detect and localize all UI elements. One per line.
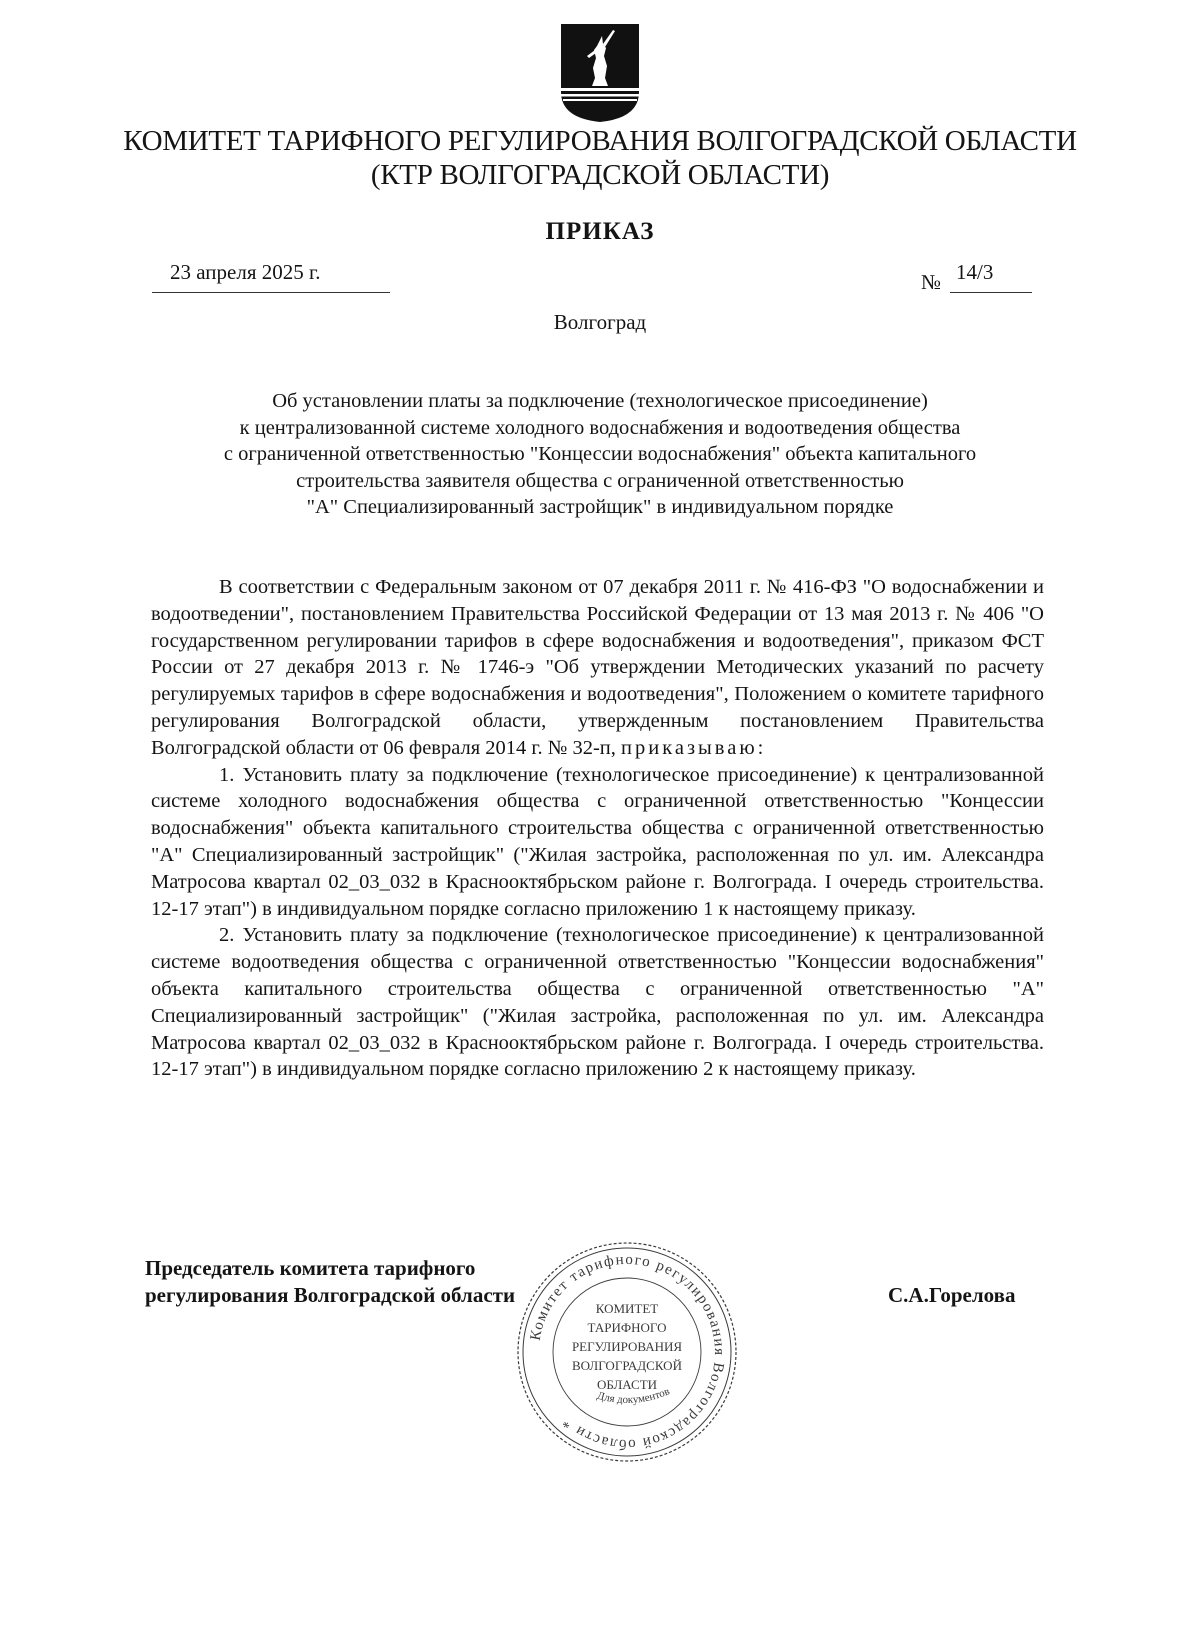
order-word: приказываю: bbox=[621, 736, 767, 759]
signer-position-line: регулирования Волгоградской области bbox=[145, 1283, 516, 1307]
document-number-label: № bbox=[921, 270, 942, 294]
subject-line: строительства заявителя общества с ограниченной ответственностью bbox=[296, 469, 904, 492]
document-date: 23 апреля 2025 г. bbox=[170, 260, 321, 284]
signer-position bbox=[145, 1255, 515, 1309]
document-city: Волгоград bbox=[553, 310, 647, 334]
svg-text:РЕГУЛИРОВАНИЯ: РЕГУЛИРОВАНИЯ bbox=[571, 1339, 683, 1354]
document-subject bbox=[130, 388, 1070, 521]
document-body bbox=[151, 574, 1044, 1083]
svg-text:ВОЛГОГРАДСКОЙ: ВОЛГОГРАДСКОЙ bbox=[572, 1358, 682, 1373]
order-item-1: 1. Установить плату за подключение (технологическое присоединение) к централизованной системе холодного водоснабжения общества с ограниченной ответственностью "Концессии водоснабжения" объекта капитального строительства общества с ограниченной ответственностью "А" Специализированный застройщик" ("Жилая застройка, расположенная по ул. им. Александра Матросова квартал 02_03_032 в Краснооктябрьском районе г. Волгограда. I очередь строительства. 12-17 этап") в индивидуальном порядке согласно приложению 1 к настоящему приказу. bbox=[151, 763, 1044, 920]
organization-short-name: (КТР ВОЛГОГРАДСКОЙ ОБЛАСТИ) bbox=[370, 159, 830, 191]
svg-text:ОБЛАСТИ: ОБЛАСТИ bbox=[596, 1377, 658, 1392]
subject-line: Об установлении платы за подключение (технологическое присоединение) bbox=[272, 390, 928, 412]
svg-text:Комитет тарифного регулировани: Комитет тарифного регулирования Волгоградской области * bbox=[527, 1251, 728, 1453]
document-type: ПРИКАЗ bbox=[545, 218, 655, 245]
svg-text:Для документов: Для документов bbox=[595, 1385, 672, 1407]
official-stamp bbox=[514, 1239, 740, 1465]
preamble-paragraph bbox=[151, 574, 1044, 762]
signer-name: С.А.Горелова bbox=[888, 1283, 1016, 1307]
svg-text:КОМИТЕТ: КОМИТЕТ bbox=[595, 1301, 659, 1316]
subject-line: с ограниченной ответственностью "Концессии водоснабжения" объекта капитального bbox=[223, 443, 977, 465]
document-number-field bbox=[950, 260, 1032, 293]
order-item-2: 2. Установить плату за подключение (технологическое присоединение) к централизованной системе водоотведения общества с ограниченной ответственностью "Концессии водоснабжения" объекта капитального строительства общества с ограниченной ответственностью "А" Специализированный застройщик" ("Жилая застройка, расположенная по ул. им. Александра Матросова квартал 02_03_032 в Краснооктябрьском районе г. Волгограда. I очередь строительства. 12-17 этап") в индивидуальном порядке согласно приложению 2 к настоящему приказу. bbox=[151, 924, 1044, 1081]
subject-line: к централизованной системе холодного водоснабжения и водоотведения общества bbox=[239, 416, 961, 439]
subject-line: "А" Специализированный застройщик" в индивидуальном порядке bbox=[306, 496, 894, 518]
document-number: 14/3 bbox=[956, 260, 994, 284]
coat-of-arms-icon bbox=[559, 22, 641, 124]
document-date-field bbox=[152, 258, 390, 293]
organization-name: КОМИТЕТ ТАРИФНОГО РЕГУЛИРОВАНИЯ ВОЛГОГРАДСКОЙ ОБЛАСТИ bbox=[123, 125, 1077, 157]
preamble-text: В соответствии с Федеральным законом от 07 декабря 2011 г. № 416-ФЗ "О водоснабжении и водоотведении", постановлением Правительства Российской Федерации от 13 мая 2013 г. № 406 "О государственном регулировании тарифов в сфере водоснабжения и водоотведения", приказом ФСТ России от 27 декабря 2013 г. № 1746-э "Об утверждении Методических указаний по расчету регулируемых тарифов в сфере водоснабжения и водоотведения", Положением о комитете тарифного регулирования Волгоградской области, утвержденным постановлением Правительства Волгоградской области от 06 февраля 2014 г. № 32-п, bbox=[151, 576, 1044, 759]
signer-position-line: Председатель комитета тарифного bbox=[145, 1256, 476, 1280]
svg-text:ТАРИФНОГО: ТАРИФНОГО bbox=[587, 1320, 667, 1335]
